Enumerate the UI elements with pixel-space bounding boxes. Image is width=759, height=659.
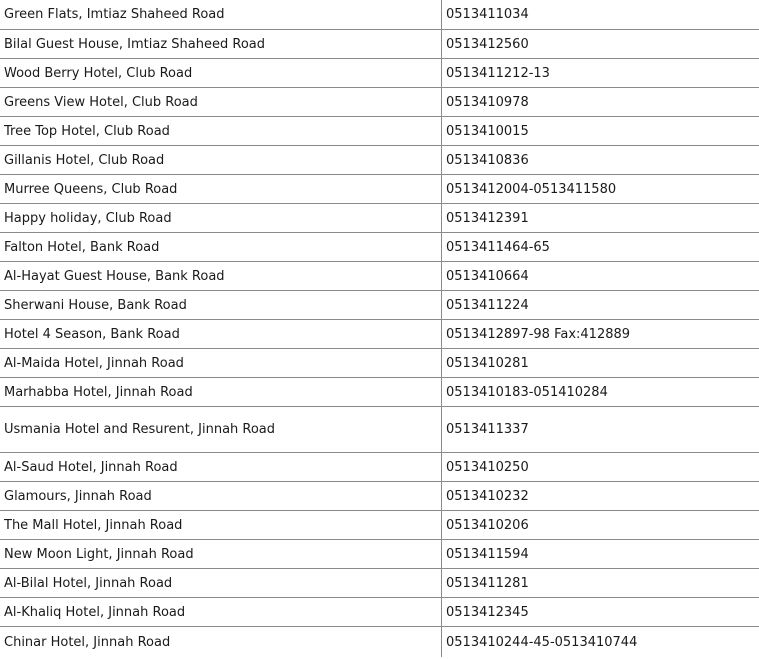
table-row (0, 627, 759, 658)
hotel-phone-cell: 0513412560 (442, 30, 759, 59)
hotel-name-cell: Falton Hotel, Bank Road (0, 233, 442, 262)
hotel-phone-cell: 0513411212-13 (442, 59, 759, 88)
hotel-name-cell: Gillanis Hotel, Club Road (0, 146, 442, 175)
table-row (0, 349, 759, 378)
hotel-name-cell: Al-Khaliq Hotel, Jinnah Road (0, 598, 442, 627)
hotel-phone-cell: 0513410206 (442, 511, 759, 540)
table-row (0, 146, 759, 175)
hotel-name-cell: Chinar Hotel, Jinnah Road (0, 627, 442, 658)
table-row (0, 291, 759, 320)
table-row (0, 569, 759, 598)
hotel-phone-cell: 0513411594 (442, 540, 759, 569)
hotel-phone-cell: 0513411034 (442, 0, 759, 30)
hotel-phone-cell: 0513410244-45-0513410744 (442, 627, 759, 658)
hotel-name-cell: Bilal Guest House, Imtiaz Shaheed Road (0, 30, 442, 59)
hotel-name-cell: Glamours, Jinnah Road (0, 482, 442, 511)
table-row (0, 262, 759, 291)
table-row (0, 30, 759, 59)
hotel-phone-cell: 0513410250 (442, 453, 759, 482)
hotel-phone-cell: 0513412391 (442, 204, 759, 233)
hotel-name-cell: Green Flats, Imtiaz Shaheed Road (0, 0, 442, 30)
table-row (0, 540, 759, 569)
hotel-name-cell: Murree Queens, Club Road (0, 175, 442, 204)
hotel-phone-cell: 0513412004-0513411580 (442, 175, 759, 204)
table-row (0, 233, 759, 262)
hotel-name-cell: Tree Top Hotel, Club Road (0, 117, 442, 146)
hotel-name-cell: Marhabba Hotel, Jinnah Road (0, 378, 442, 407)
table-row (0, 511, 759, 540)
table-row (0, 204, 759, 233)
table-row (0, 117, 759, 146)
hotel-name-cell: New Moon Light, Jinnah Road (0, 540, 442, 569)
table-row (0, 482, 759, 511)
hotel-name-cell: Happy holiday, Club Road (0, 204, 442, 233)
hotel-phone-cell: 0513410281 (442, 349, 759, 378)
hotel-name-cell: Usmania Hotel and Resurent, Jinnah Road (0, 407, 442, 453)
table-row (0, 598, 759, 627)
hotel-name-cell: Wood Berry Hotel, Club Road (0, 59, 442, 88)
table-row (0, 88, 759, 117)
hotel-phone-cell: 0513411464-65 (442, 233, 759, 262)
hotel-phone-cell: 0513412345 (442, 598, 759, 627)
hotel-phone-cell: 0513410232 (442, 482, 759, 511)
hotel-phone-cell: 0513410836 (442, 146, 759, 175)
hotel-name-cell: Sherwani House, Bank Road (0, 291, 442, 320)
hotel-phone-cell: 0513411281 (442, 569, 759, 598)
hotel-name-cell: The Mall Hotel, Jinnah Road (0, 511, 442, 540)
hotel-name-cell: Al-Bilal Hotel, Jinnah Road (0, 569, 442, 598)
table-row (0, 407, 759, 453)
table-row (0, 453, 759, 482)
table-row (0, 175, 759, 204)
table-row (0, 320, 759, 349)
table-row (0, 0, 759, 30)
hotel-phone-cell: 0513410015 (442, 117, 759, 146)
table-row (0, 59, 759, 88)
hotel-phone-cell: 0513410978 (442, 88, 759, 117)
hotel-name-cell: Hotel 4 Season, Bank Road (0, 320, 442, 349)
hotel-phone-cell: 0513410664 (442, 262, 759, 291)
hotel-name-cell: Al-Hayat Guest House, Bank Road (0, 262, 442, 291)
hotel-phone-cell: 0513412897-98 Fax:412889 (442, 320, 759, 349)
hotel-phone-cell: 0513411224 (442, 291, 759, 320)
hotel-phone-cell: 0513410183-051410284 (442, 378, 759, 407)
hotel-name-cell: Al-Maida Hotel, Jinnah Road (0, 349, 442, 378)
hotel-name-cell: Al-Saud Hotel, Jinnah Road (0, 453, 442, 482)
table-row (0, 378, 759, 407)
hotel-name-cell: Greens View Hotel, Club Road (0, 88, 442, 117)
hotel-phone-cell: 0513411337 (442, 407, 759, 453)
